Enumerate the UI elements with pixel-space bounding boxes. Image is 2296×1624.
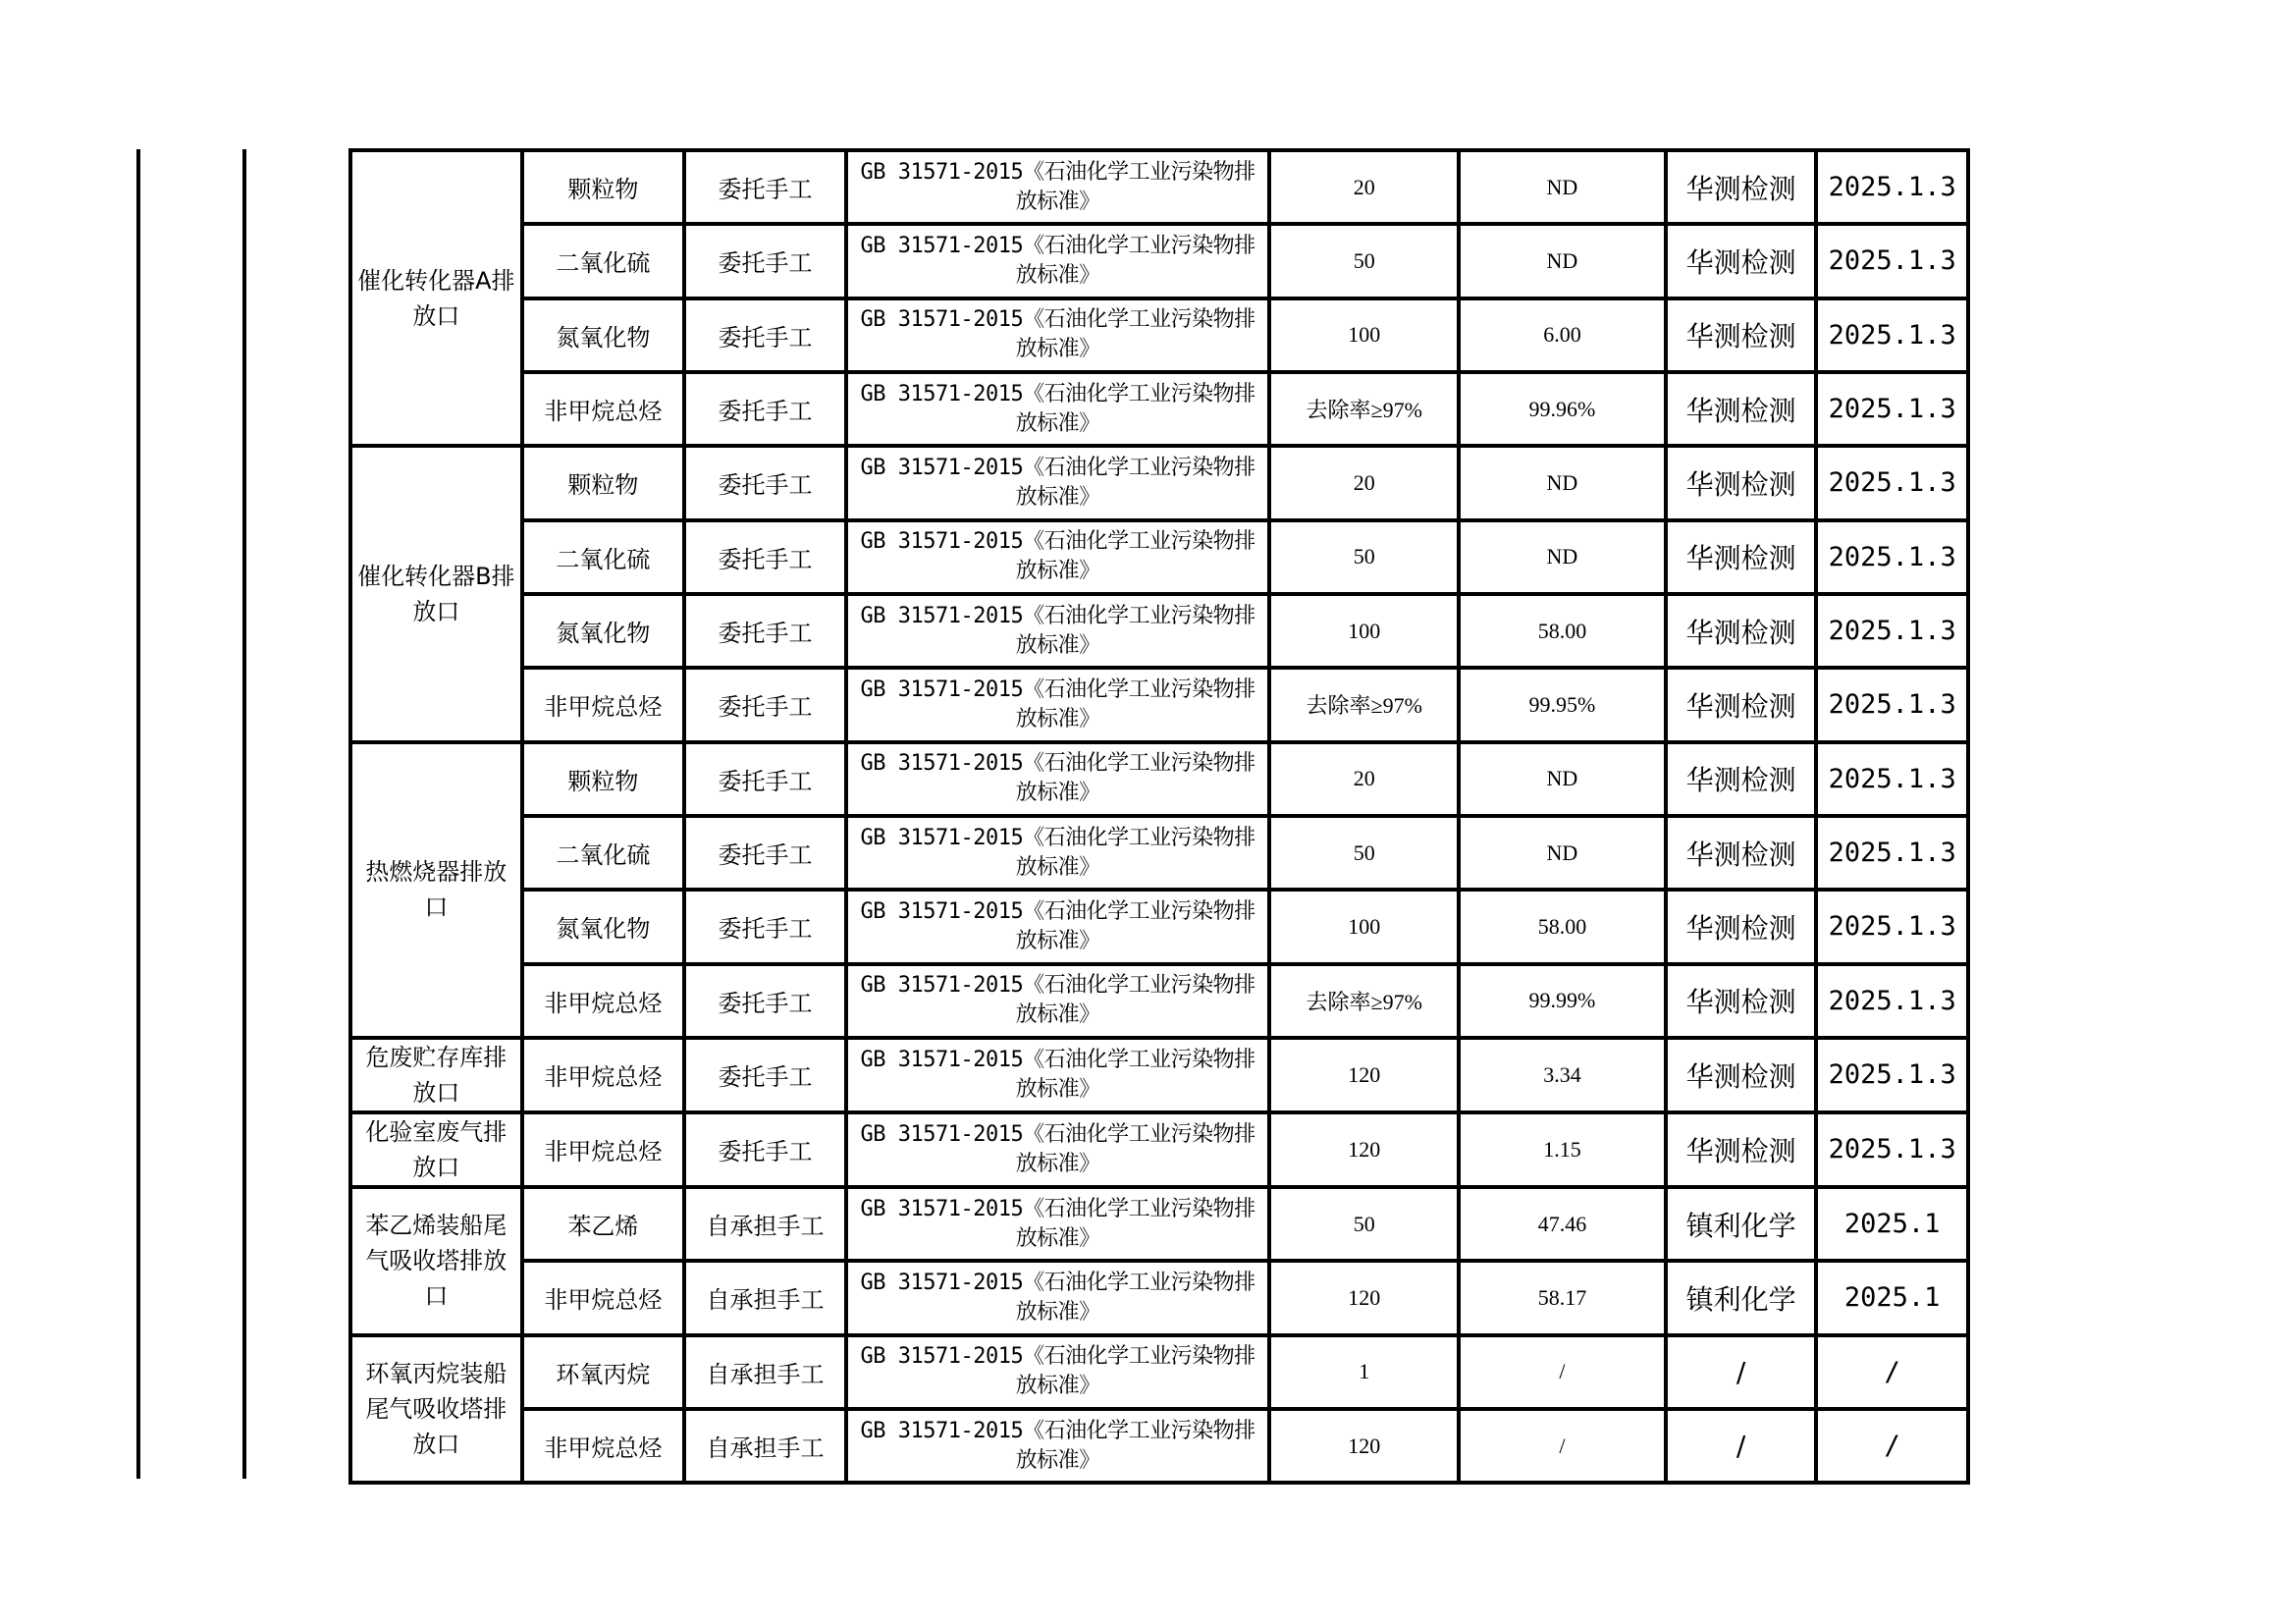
- emission-standard-cell: GB 31571-2015《石油化学工业污染物排放标准》: [846, 1112, 1270, 1187]
- emission-standard-cell: GB 31571-2015《石油化学工业污染物排放标准》: [846, 1261, 1270, 1334]
- monitoring-date-cell: 2025.1.3: [1816, 594, 1968, 668]
- monitoring-result-cell: ND: [1459, 446, 1666, 519]
- pollutant-cell: 颗粒物: [522, 742, 685, 816]
- monitoring-date-cell: /: [1816, 1409, 1968, 1483]
- outlet-name-cell: 苯乙烯装船尾气吸收塔排放口: [350, 1187, 522, 1335]
- monitoring-result-cell: /: [1459, 1335, 1666, 1409]
- monitoring-method-cell: 委托手工: [684, 520, 846, 594]
- table-row: [350, 964, 1968, 1038]
- testing-organization-cell: 华测检测: [1666, 742, 1817, 816]
- testing-organization-cell: 华测检测: [1666, 594, 1817, 668]
- emission-standard-cell: GB 31571-2015《石油化学工业污染物排放标准》: [846, 1038, 1270, 1112]
- outlet-name-cell: 化验室废气排放口: [350, 1112, 522, 1187]
- monitoring-method-cell: 委托手工: [684, 890, 846, 963]
- pollutant-cell: 二氧化硫: [522, 520, 685, 594]
- table-row: [350, 890, 1968, 963]
- monitoring-result-cell: ND: [1459, 816, 1666, 890]
- limit-value-cell: 20: [1269, 150, 1459, 224]
- limit-value-cell: 100: [1269, 890, 1459, 963]
- table-row: [350, 1409, 1968, 1483]
- monitoring-result-cell: ND: [1459, 150, 1666, 224]
- table-row: [350, 1112, 1968, 1187]
- testing-organization-cell: 华测检测: [1666, 668, 1817, 741]
- outlet-name-cell: 热燃烧器排放口: [350, 742, 522, 1038]
- monitoring-method-cell: 委托手工: [684, 372, 846, 446]
- pollutant-cell: 非甲烷总烃: [522, 372, 685, 446]
- monitoring-method-cell: 委托手工: [684, 224, 846, 298]
- limit-value-cell: 50: [1269, 816, 1459, 890]
- pollutant-cell: 非甲烷总烃: [522, 964, 685, 1038]
- pollutant-cell: 二氧化硫: [522, 224, 685, 298]
- testing-organization-cell: 华测检测: [1666, 816, 1817, 890]
- table-row: [350, 372, 1968, 446]
- monitoring-date-cell: /: [1816, 1335, 1968, 1409]
- table-row: [350, 446, 1968, 519]
- monitoring-result-cell: 1.15: [1459, 1112, 1666, 1187]
- monitoring-method-cell: 委托手工: [684, 1038, 846, 1112]
- limit-value-cell: 120: [1269, 1409, 1459, 1483]
- emission-standard-cell: GB 31571-2015《石油化学工业污染物排放标准》: [846, 1409, 1270, 1483]
- monitoring-date-cell: 2025.1.3: [1816, 150, 1968, 224]
- limit-value-cell: 50: [1269, 520, 1459, 594]
- left-margin-rule: [136, 149, 140, 1479]
- limit-value-cell: 20: [1269, 446, 1459, 519]
- monitoring-result-cell: 58.00: [1459, 594, 1666, 668]
- pollutant-cell: 颗粒物: [522, 446, 685, 519]
- table-row: [350, 1261, 1968, 1334]
- monitoring-date-cell: 2025.1: [1816, 1261, 1968, 1334]
- testing-organization-cell: 镇利化学: [1666, 1187, 1817, 1261]
- table-body: [350, 150, 1968, 1483]
- monitoring-date-cell: 2025.1.3: [1816, 224, 1968, 298]
- testing-organization-cell: 华测检测: [1666, 446, 1817, 519]
- pollutant-cell: 非甲烷总烃: [522, 668, 685, 741]
- monitoring-method-cell: 委托手工: [684, 964, 846, 1038]
- testing-organization-cell: 镇利化学: [1666, 1261, 1817, 1334]
- testing-organization-cell: 华测检测: [1666, 1112, 1817, 1187]
- monitoring-method-cell: 自承担手工: [684, 1187, 846, 1261]
- monitoring-date-cell: 2025.1.3: [1816, 742, 1968, 816]
- testing-organization-cell: 华测检测: [1666, 1038, 1817, 1112]
- monitoring-table: [348, 148, 1970, 1485]
- emission-standard-cell: GB 31571-2015《石油化学工业污染物排放标准》: [846, 372, 1270, 446]
- monitoring-method-cell: 委托手工: [684, 668, 846, 741]
- table-row: [350, 594, 1968, 668]
- pollutant-cell: 苯乙烯: [522, 1187, 685, 1261]
- testing-organization-cell: 华测检测: [1666, 964, 1817, 1038]
- emission-standard-cell: GB 31571-2015《石油化学工业污染物排放标准》: [846, 816, 1270, 890]
- emission-standard-cell: GB 31571-2015《石油化学工业污染物排放标准》: [846, 890, 1270, 963]
- emission-standard-cell: GB 31571-2015《石油化学工业污染物排放标准》: [846, 150, 1270, 224]
- table-row: [350, 668, 1968, 741]
- monitoring-method-cell: 委托手工: [684, 298, 846, 372]
- pollutant-cell: 氮氧化物: [522, 298, 685, 372]
- monitoring-date-cell: 2025.1.3: [1816, 816, 1968, 890]
- testing-organization-cell: 华测检测: [1666, 372, 1817, 446]
- table-row: [350, 298, 1968, 372]
- monitoring-result-cell: 3.34: [1459, 1038, 1666, 1112]
- monitoring-method-cell: 委托手工: [684, 594, 846, 668]
- table-row: [350, 816, 1968, 890]
- pollutant-cell: 非甲烷总烃: [522, 1112, 685, 1187]
- emission-standard-cell: GB 31571-2015《石油化学工业污染物排放标准》: [846, 298, 1270, 372]
- monitoring-date-cell: 2025.1.3: [1816, 298, 1968, 372]
- monitoring-result-cell: ND: [1459, 224, 1666, 298]
- table-row: [350, 224, 1968, 298]
- monitoring-result-cell: 6.00: [1459, 298, 1666, 372]
- monitoring-method-cell: 委托手工: [684, 742, 846, 816]
- monitoring-result-cell: 99.96%: [1459, 372, 1666, 446]
- outlet-name-cell: 危废贮存库排放口: [350, 1038, 522, 1112]
- table-row: [350, 742, 1968, 816]
- monitoring-method-cell: 委托手工: [684, 816, 846, 890]
- pollutant-cell: 氮氧化物: [522, 890, 685, 963]
- pollutant-cell: 颗粒物: [522, 150, 685, 224]
- table-row: [350, 1187, 1968, 1261]
- left-margin-rule: [242, 149, 246, 1479]
- monitoring-method-cell: 委托手工: [684, 446, 846, 519]
- emission-standard-cell: GB 31571-2015《石油化学工业污染物排放标准》: [846, 520, 1270, 594]
- monitoring-result-cell: 99.95%: [1459, 668, 1666, 741]
- monitoring-method-cell: 委托手工: [684, 150, 846, 224]
- monitoring-date-cell: 2025.1.3: [1816, 1112, 1968, 1187]
- testing-organization-cell: 华测检测: [1666, 520, 1817, 594]
- outlet-name-cell: 环氧丙烷装船尾气吸收塔排放口: [350, 1335, 522, 1484]
- table-row: [350, 1038, 1968, 1112]
- monitoring-date-cell: 2025.1: [1816, 1187, 1968, 1261]
- testing-organization-cell: 华测检测: [1666, 890, 1817, 963]
- limit-value-cell: 去除率≥97%: [1269, 372, 1459, 446]
- outlet-name-cell: 催化转化器A排放口: [350, 150, 522, 446]
- limit-value-cell: 20: [1269, 742, 1459, 816]
- limit-value-cell: 去除率≥97%: [1269, 668, 1459, 741]
- limit-value-cell: 120: [1269, 1112, 1459, 1187]
- testing-organization-cell: 华测检测: [1666, 224, 1817, 298]
- emission-standard-cell: GB 31571-2015《石油化学工业污染物排放标准》: [846, 964, 1270, 1038]
- emission-standard-cell: GB 31571-2015《石油化学工业污染物排放标准》: [846, 224, 1270, 298]
- table-row: [350, 520, 1968, 594]
- monitoring-method-cell: 自承担手工: [684, 1261, 846, 1334]
- pollutant-cell: 氮氧化物: [522, 594, 685, 668]
- emission-standard-cell: GB 31571-2015《石油化学工业污染物排放标准》: [846, 1335, 1270, 1409]
- monitoring-date-cell: 2025.1.3: [1816, 446, 1968, 519]
- monitoring-date-cell: 2025.1.3: [1816, 668, 1968, 741]
- limit-value-cell: 去除率≥97%: [1269, 964, 1459, 1038]
- limit-value-cell: 120: [1269, 1038, 1459, 1112]
- limit-value-cell: 120: [1269, 1261, 1459, 1334]
- limit-value-cell: 1: [1269, 1335, 1459, 1409]
- limit-value-cell: 50: [1269, 1187, 1459, 1261]
- monitoring-method-cell: 自承担手工: [684, 1409, 846, 1483]
- pollutant-cell: 环氧丙烷: [522, 1335, 685, 1409]
- limit-value-cell: 100: [1269, 594, 1459, 668]
- monitoring-date-cell: 2025.1.3: [1816, 964, 1968, 1038]
- testing-organization-cell: 华测检测: [1666, 298, 1817, 372]
- emission-standard-cell: GB 31571-2015《石油化学工业污染物排放标准》: [846, 742, 1270, 816]
- monitoring-result-cell: ND: [1459, 520, 1666, 594]
- monitoring-result-cell: /: [1459, 1409, 1666, 1483]
- monitoring-method-cell: 自承担手工: [684, 1335, 846, 1409]
- limit-value-cell: 50: [1269, 224, 1459, 298]
- monitoring-result-cell: ND: [1459, 742, 1666, 816]
- emission-standard-cell: GB 31571-2015《石油化学工业污染物排放标准》: [846, 1187, 1270, 1261]
- pollutant-cell: 非甲烷总烃: [522, 1261, 685, 1334]
- pollutant-cell: 二氧化硫: [522, 816, 685, 890]
- emission-standard-cell: GB 31571-2015《石油化学工业污染物排放标准》: [846, 594, 1270, 668]
- emission-standard-cell: GB 31571-2015《石油化学工业污染物排放标准》: [846, 668, 1270, 741]
- table-row: [350, 1335, 1968, 1409]
- monitoring-date-cell: 2025.1.3: [1816, 890, 1968, 963]
- pollutant-cell: 非甲烷总烃: [522, 1409, 685, 1483]
- monitoring-result-cell: 58.17: [1459, 1261, 1666, 1334]
- monitoring-result-cell: 58.00: [1459, 890, 1666, 963]
- emission-standard-cell: GB 31571-2015《石油化学工业污染物排放标准》: [846, 446, 1270, 519]
- monitoring-date-cell: 2025.1.3: [1816, 1038, 1968, 1112]
- monitoring-date-cell: 2025.1.3: [1816, 372, 1968, 446]
- monitoring-date-cell: 2025.1.3: [1816, 520, 1968, 594]
- monitoring-method-cell: 委托手工: [684, 1112, 846, 1187]
- monitoring-result-cell: 47.46: [1459, 1187, 1666, 1261]
- testing-organization-cell: /: [1666, 1335, 1817, 1409]
- outlet-name-cell: 催化转化器B排放口: [350, 446, 522, 741]
- testing-organization-cell: 华测检测: [1666, 150, 1817, 224]
- testing-organization-cell: /: [1666, 1409, 1817, 1483]
- table-row: [350, 150, 1968, 224]
- limit-value-cell: 100: [1269, 298, 1459, 372]
- monitoring-result-cell: 99.99%: [1459, 964, 1666, 1038]
- pollutant-cell: 非甲烷总烃: [522, 1038, 685, 1112]
